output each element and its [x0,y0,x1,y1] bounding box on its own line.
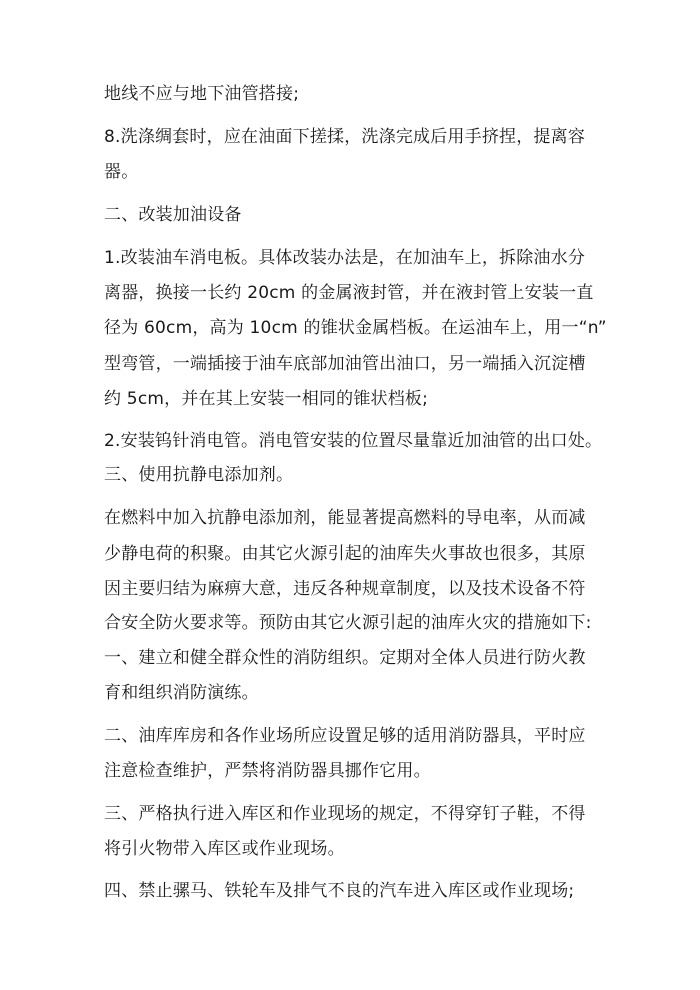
text-line: 合安全防火要求等。预防由其它火源引起的油库火灾的措施如下: [104,613,592,633]
text-line: 器。 [104,162,139,182]
text-line: 型弯管，一端插接于油车底部加油管出油口，另一端插入沉淀槽 [104,354,586,374]
text-line: 离器，换接一长约 20cm 的金属液封管，并在液封管上安装一直 [104,283,594,303]
text-line: 1.改装油车消电板。具体改装办法是，在加油车上，拆除油水分 [104,248,586,268]
text-line: 三、使用抗静电添加剂。 [104,465,294,485]
text-line: 8.洗涤绸套时，应在油面下搓揉，洗涤完成后用手挤捏，提离容 [104,127,586,147]
text-line: 约 5cm，并在其上安装一相同的锥状档板; [104,389,429,409]
text-line: 径为 60cm，高为 10cm 的锥状金属档板。在运油车上，用一“n” [104,318,607,338]
text-line: 少静电荷的积聚。由其它火源引起的油库失火事故也很多，其原 [104,544,586,564]
text-line: 育和组织消防演练。 [104,683,259,703]
text-line: 在燃料中加入抗静电添加剂，能显著提高燃料的导电率，从而减 [104,508,586,528]
text-line: 三、严格执行进入库区和作业现场的规定，不得穿钉子鞋，不得 [104,804,586,824]
text-line: 因主要归结为麻痹大意，违反各种规章制度，以及技术设备不符 [104,579,586,599]
text-line: 一、建立和健全群众性的消防组织。定期对全体人员进行防火教 [104,648,586,668]
text-line: 注意检查维护，严禁将消防器具挪作它用。 [104,761,431,781]
text-line: 将引火物带入库区或作业现场。 [104,839,345,859]
text-line: 二、油库库房和各作业场所应设置足够的适用消防器具，平时应 [104,726,586,746]
text-line: 2.安装钨针消电管。消电管安装的位置尽量靠近加油管的出口处。 [104,431,603,451]
text-line: 二、改装加油设备 [104,205,242,225]
text-line: 地线不应与地下油管搭接; [104,84,300,104]
text-line: 四、禁止骡马、铁轮车及排气不良的汽车进入库区或作业现场; [104,881,575,901]
